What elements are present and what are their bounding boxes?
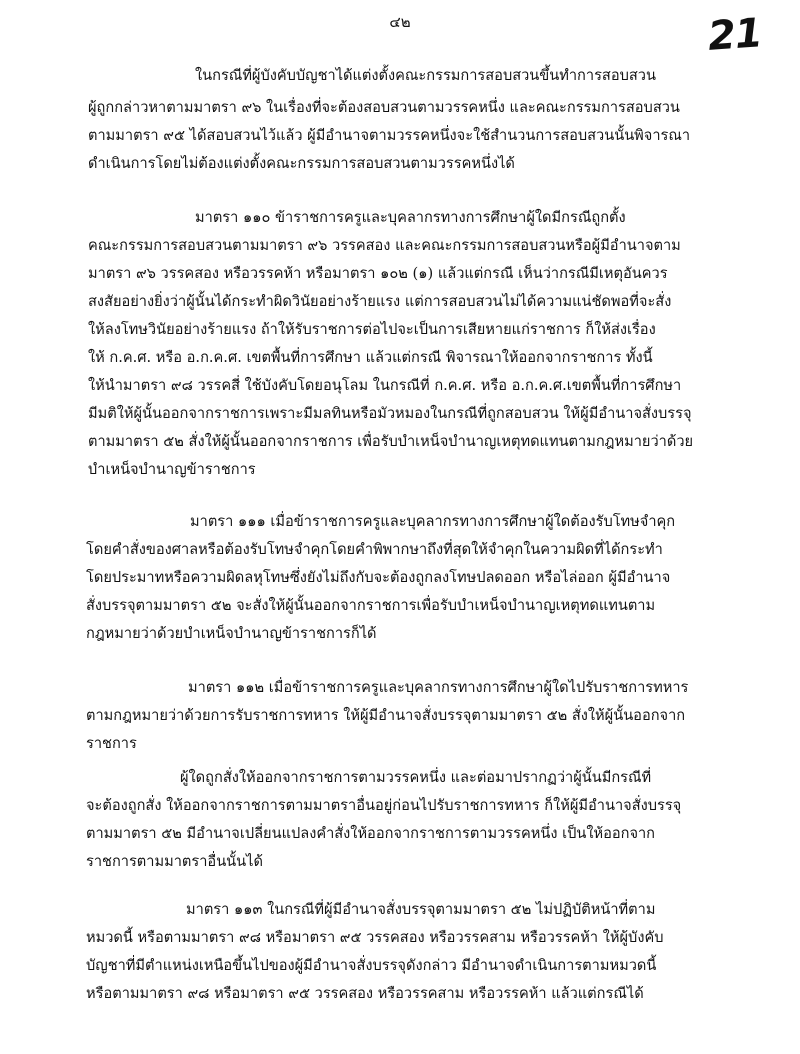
handwritten-page-number: 21 bbox=[706, 10, 764, 60]
text-line: ให้ ก.ค.ศ. หรือ อ.ก.ค.ศ. เขตพื้นที่การศึกษา แล้วแต่กรณี พิจารณาให้ออกจากราชการ ทั้งนี้ bbox=[88, 349, 653, 366]
text-line: คณะกรรมการสอบสวนตามมาตรา ๙๖ วรรคสอง และคณะกรรมการสอบสวนหรือผู้มีอำนาจตาม bbox=[88, 237, 681, 254]
text-line: สงสัยอย่างยิ่งว่าผู้นั้นได้กระทำผิดวินัยอย่างร้ายแรง แต่การสอบสวนไม่ได้ความแน่ชัดพอที่จะสั่ง bbox=[88, 293, 672, 310]
text-line: โดยประมาทหรือความผิดลหุโทษซึ่งยังไม่ถึงกับจะต้องถูกลงโทษปลดออก หรือไล่ออก ผู้มีอำนาจ bbox=[86, 569, 671, 586]
text-line: สั่งบรรจุตามมาตรา ๕๒ จะสั่งให้ผู้นั้นออกจากราชการเพื่อรับบำเหน็จบำนาญเหตุทดแทนตาม bbox=[86, 597, 656, 614]
text-line: ให้ลงโทษวินัยอย่างร้ายแรง ถ้าให้รับราชการต่อไปจะเป็นการเสียหายแก่ราชการ ก็ให้ส่งเรื่อง bbox=[88, 321, 656, 338]
text-line: ราชการ bbox=[86, 735, 137, 752]
text-line: ผู้ถูกกล่าวหาตามมาตรา ๙๖ ในเรื่องที่จะต้องสอบสวนตามวรรคหนึ่ง และคณะกรรมการสอบสวน bbox=[88, 99, 680, 116]
text-line: ตามกฎหมายว่าด้วยการรับราชการทหาร ให้ผู้มีอำนาจสั่งบรรจุตามมาตรา ๕๒ สั่งให้ผู้นั้นออกจาก bbox=[86, 707, 686, 724]
text-line: ผู้ใดถูกสั่งให้ออกจากราชการตามวรรคหนึ่ง และต่อมาปรากฏว่าผู้นั้นมีกรณีที่ bbox=[180, 769, 652, 786]
text-line: หรือตามมาตรา ๙๘ หรือมาตรา ๙๕ วรรคสอง หรือวรรคสาม หรือวรรคห้า แล้วแต่กรณีได้ bbox=[86, 985, 644, 1002]
text-line: มีมติให้ผู้นั้นออกจากราชการเพราะมีมลทินหรือมัวหมองในกรณีที่ถูกสอบสวน ให้ผู้มีอำนาจสั่งบรรจุ bbox=[88, 405, 692, 422]
text-line: มาตรา ๑๑๑ เมื่อข้าราชการครูและบุคลากรทางการศึกษาผู้ใดต้องรับโทษจำคุก bbox=[190, 513, 676, 530]
text-line: มาตรา ๙๖ วรรคสอง หรือวรรคห้า หรือมาตรา ๑๐๒ (๑) แล้วแต่กรณี เห็นว่ากรณีมีเหตุอันควร bbox=[88, 265, 668, 282]
page-number: ๔๒ bbox=[389, 13, 411, 31]
text-line: ในกรณีที่ผู้บังคับบัญชาได้แต่งตั้งคณะกรรมการสอบสวนขึ้นทำการสอบสวน bbox=[195, 67, 656, 84]
text-line: โดยคำสั่งของศาลหรือต้องรับโทษจำคุกโดยคำพิพากษาถึงที่สุดให้จำคุกในความผิดที่ได้กระทำ bbox=[86, 541, 663, 558]
text-line: มาตรา ๑๑๒ เมื่อข้าราชการครูและบุคลากรทางการศึกษาผู้ใดไปรับราชการทหาร bbox=[188, 679, 689, 696]
text-line: ตามมาตรา ๕๒ สั่งให้ผู้นั้นออกจากราชการ เพื่อรับบำเหน็จบำนาญเหตุทดแทนตามกฎหมายว่าด้วย bbox=[88, 433, 694, 450]
text-line: ให้นำมาตรา ๙๘ วรรคสี่ ใช้บังคับโดยอนุโลม ในกรณีที่ ก.ค.ศ. หรือ อ.ก.ค.ศ.เขตพื้นที่การศึกษา bbox=[88, 377, 682, 394]
text-line: บัญชาที่มีตำแหน่งเหนือขึ้นไปของผู้มีอำนาจสั่งบรรจุดังกล่าว มีอำนาจดำเนินการตามหมวดนี้ bbox=[86, 957, 657, 974]
text-line: บำเหน็จบำนาญข้าราชการ bbox=[88, 461, 256, 478]
text-line: มาตรา ๑๑๐ ข้าราชการครูและบุคลากรทางการศึกษาผู้ใดมีกรณีถูกตั้ง bbox=[195, 209, 626, 226]
text-line: ตามมาตรา ๕๒ มีอำนาจเปลี่ยนแปลงคำสั่งให้ออกจากราชการตามวรรคหนึ่ง เป็นให้ออกจาก bbox=[86, 825, 656, 842]
text-line: ดำเนินการโดยไม่ต้องแต่งตั้งคณะกรรมการสอบสวนตามวรรคหนึ่งได้ bbox=[88, 155, 515, 172]
text-line: จะต้องถูกสั่ง ให้ออกจากราชการตามมาตราอื่นอยู่ก่อนไปรับราชการทหาร ก็ให้ผู้มีอำนาจสั่งบรรจุ bbox=[86, 797, 682, 814]
text-line: ราชการตามมาตราอื่นนั้นได้ bbox=[86, 853, 263, 870]
text-line: ตามมาตรา ๙๕ ได้สอบสวนไว้แล้ว ผู้มีอำนาจตามวรรคหนึ่งจะใช้สำนวนการสอบสวนนั้นพิจารณา bbox=[88, 127, 691, 144]
text-line: มาตรา ๑๑๓ ในกรณีที่ผู้มีอำนาจสั่งบรรจุตามมาตรา ๕๒ ไม่ปฏิบัติหน้าที่ตาม bbox=[186, 901, 656, 918]
text-line: กฎหมายว่าด้วยบำเหน็จบำนาญข้าราชการก็ได้ bbox=[86, 625, 377, 642]
text-line: หมวดนี้ หรือตามมาตรา ๙๘ หรือมาตรา ๙๕ วรรคสอง หรือวรรคสาม หรือวรรคห้า ให้ผู้บังคับ bbox=[86, 929, 664, 946]
